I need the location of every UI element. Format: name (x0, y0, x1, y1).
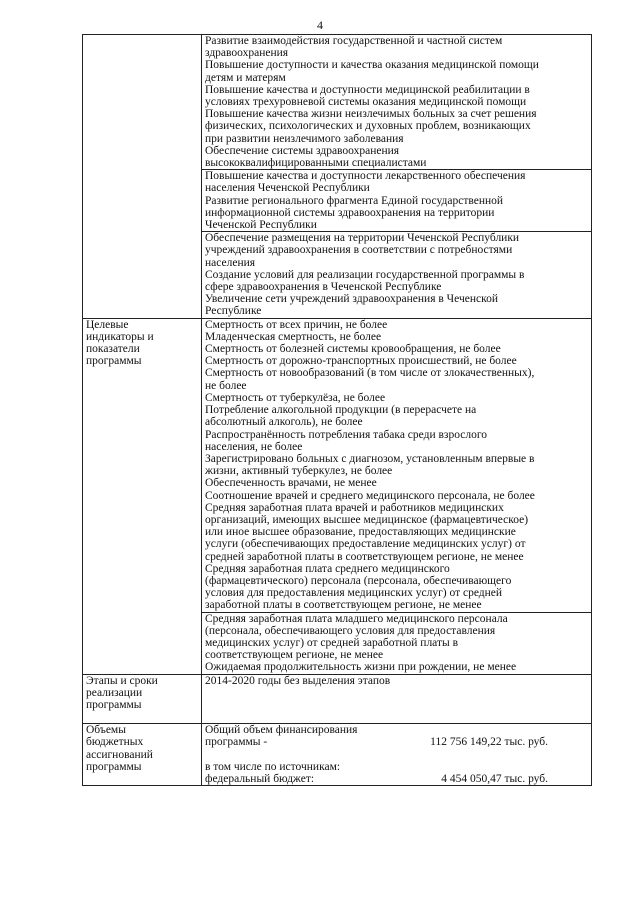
table-row (83, 674, 592, 724)
text-line: Средняя заработная плата среднего медицинского (205, 562, 450, 575)
text-line: медицинских услуг) от средней заработной платы в (205, 636, 459, 649)
text-line: Республике (205, 305, 262, 318)
page-number: 4 (317, 18, 323, 32)
text-line: заработной платы в соответствующем регионе, не менее (205, 599, 482, 612)
tasks-cell (202, 232, 592, 318)
sources-label: в том числе по источникам: (205, 760, 341, 773)
text-line: Зарегистрировано больных с диагнозом, установленным впервые в (205, 452, 535, 465)
row-label-line: показатели (86, 343, 140, 356)
tasks-cell (202, 35, 592, 170)
text-line: Распространённость потребления табака среди взрослого (205, 428, 488, 441)
text-line: не более (205, 379, 247, 392)
text-line: Смертность от болезней системы кровообращения, не более (205, 343, 501, 356)
row-label-line: программы (86, 760, 142, 773)
row-label-line: бюджетных (86, 736, 144, 749)
text-line: Чеченской Республики (205, 219, 317, 232)
row-label-line: ассигнований (86, 748, 153, 761)
stages-value: 2014-2020 годы без выделения этапов (205, 674, 391, 687)
text-line: населения, не более (205, 440, 303, 453)
federal-label: федеральный бюджет: (205, 772, 315, 785)
text-line: Смертность от туберкулёза, не более (205, 391, 386, 404)
text-line: условия для предоставления медицинских услуг) от средней (205, 587, 503, 600)
text-line: соответствующем регионе, не менее (205, 649, 384, 662)
row-label-line: Объемы (86, 724, 126, 737)
total-financing-row (205, 736, 588, 748)
text-line: Обеспечение размещения на территории Чеченской Республики (205, 232, 520, 245)
program-passport-table (82, 34, 592, 786)
federal-budget-row (205, 773, 588, 785)
stages-label-cell (83, 674, 202, 724)
text-line: Средняя заработная плата младшего медицинского персонала (205, 612, 508, 625)
total-title: Общий объем финансирования (205, 724, 358, 737)
row-label-line: программы (86, 698, 142, 711)
text-line: Ожидаемая продолжительность жизни при рождении, не менее (205, 661, 517, 674)
text-line: Увеличение сети учреждений здравоохранения в Чеченской (205, 293, 499, 306)
tasks-cell (202, 170, 592, 232)
text-line: Младенческая смертность, не более (205, 330, 382, 343)
text-line: Обеспеченность врачами, не менее (205, 477, 377, 490)
text-line: Смертность от всех причин, не более (205, 318, 388, 331)
text-line: Соотношение врачей и среднего медицинского персонала, не более (205, 489, 535, 502)
spacer (205, 749, 588, 761)
text-line: (фармацевтического) персонала (персонала, обеспечивающего (205, 574, 512, 587)
text-line: физических, психологических и духовных проблем, возникающих (205, 120, 531, 133)
text-line: Развитие регионального фрагмента Единой государственной (205, 194, 504, 207)
text-line: здравоохранения (205, 47, 289, 60)
text-line: Повышение качества и доступности медицинской реабилитации в (205, 83, 530, 96)
text-line: или иное высшее образование, предоставляющих медицинские (205, 526, 516, 539)
indicators-label-cell (83, 318, 202, 674)
total-amount: 112 756 149,22 тыс. руб. (430, 736, 548, 749)
text-line: условиях трехуровневой системы оказания медицинской помощи (205, 96, 527, 109)
text-line: Повышение доступности и качества оказания медицинской помощи (205, 59, 539, 72)
text-line: организаций, имеющих высшее медицинское (фармацевтическое) (205, 513, 529, 526)
total-label: программы - (205, 736, 268, 749)
table-row (83, 318, 592, 612)
text-line: Развитие взаимодействия государственной и частной систем (205, 35, 503, 47)
text-line: Повышение качества и доступности лекарственного обеспечения (205, 170, 526, 183)
text-line: Средняя заработная плата врачей и работников медицинских (205, 501, 504, 514)
text-line: жизни, активный туберкулез, не более (205, 465, 393, 478)
text-line: Смертность от новообразований (в том числе от злокачественных), (205, 367, 535, 380)
indicators-cell (202, 318, 592, 612)
row-label-line: реализации (86, 686, 143, 699)
row-label-line: программы (86, 355, 142, 368)
federal-amount: 4 454 050,47 тыс. руб. (441, 772, 548, 785)
text-line: Обеспечение системы здравоохранения (205, 144, 400, 157)
indicators-cell (202, 612, 592, 674)
budget-label-cell (83, 724, 202, 786)
text-line: детям и матерям (205, 71, 286, 84)
row-label-line: Целевые (86, 318, 129, 331)
left-cell-empty (83, 35, 202, 319)
text-line: Смертность от дорожно-транспортных происшествий, не более (205, 355, 517, 368)
text-line: Создание условий для реализации государственной программы в (205, 268, 525, 281)
text-line: информационной системы здравоохранения на территории (205, 206, 495, 219)
text-line: (персонала, обеспечивающего условия для предоставления (205, 624, 496, 637)
text-line: абсолютный алкоголь), не более (205, 416, 363, 429)
text-line: сфере здравоохранения в Чеченской Республике (205, 281, 442, 294)
text-line: населения Чеченской Республики (205, 182, 370, 195)
budget-cell (202, 724, 592, 786)
row-label-line: индикаторы и (86, 330, 154, 343)
row-label-line: Этапы и сроки (86, 674, 158, 687)
text-line: населения (205, 256, 256, 269)
text-line: Потребление алкогольной продукции (в перерасчете на (205, 404, 477, 417)
text-line: при развитии неизлечимого заболевания (205, 132, 404, 145)
stages-cell (202, 674, 592, 724)
table-row (83, 724, 592, 786)
table-row (83, 35, 592, 170)
text-line: высококвалифицированными специалистами (205, 157, 427, 170)
text-line: Повышение качества жизни неизлечимых больных за счет решения (205, 108, 537, 121)
text-line: учреждений здравоохранения в соответствии с потребностями (205, 244, 513, 257)
text-line: услуги (обеспечивающих предоставление медицинских услуг) от (205, 538, 526, 551)
text-line: средней заработной платы в соответствующем регионе, не менее (205, 550, 524, 563)
spacer (86, 711, 198, 723)
